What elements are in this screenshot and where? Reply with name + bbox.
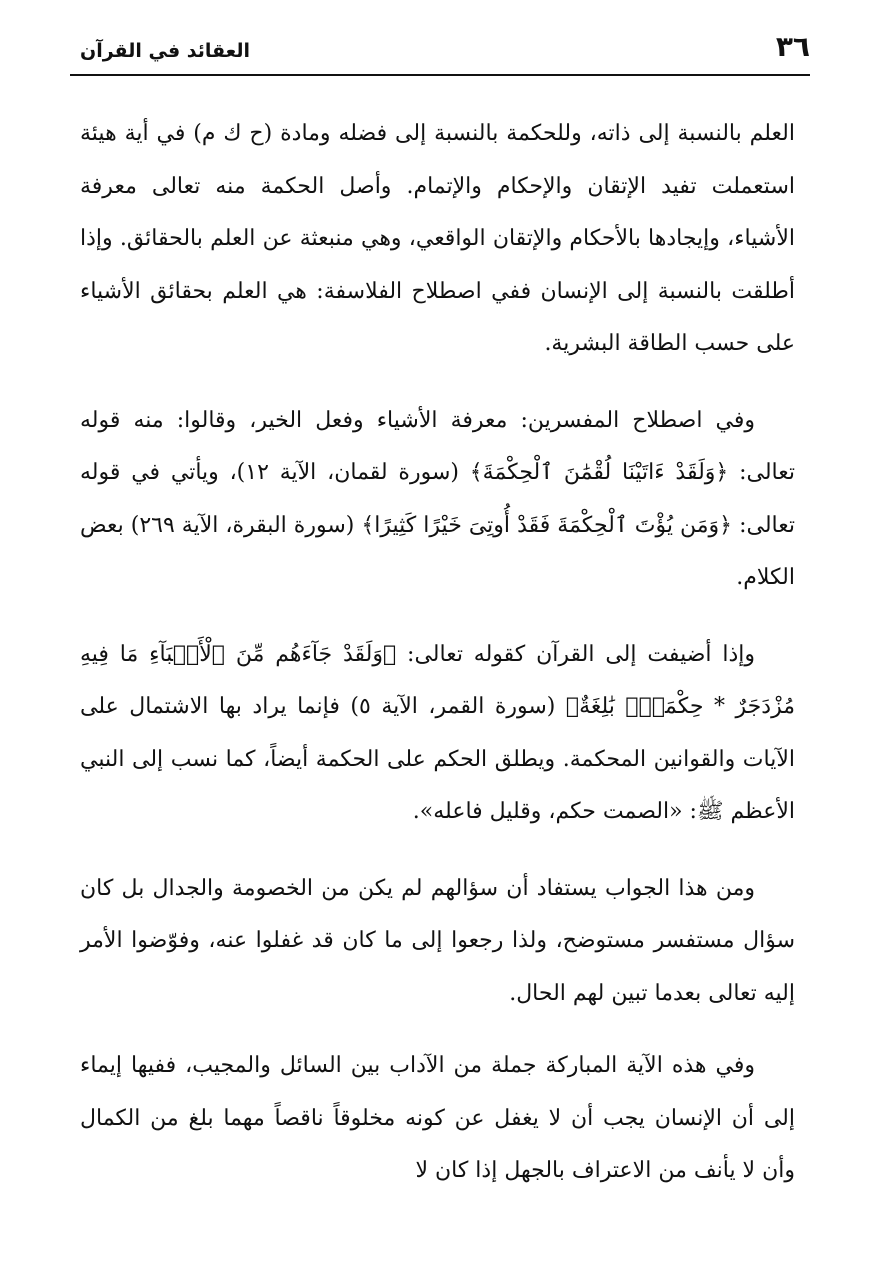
paragraph-1: العلم بالنسبة إلى ذاته، وللحكمة بالنسبة إلى فضله ومادة (ح ك م) في أية هيئة استعملت تفيد الإتقان والإحكام والإتمام. وأصل الحكمة منه تعالى معرفة الأشياء، وإيجادها بالأحكام والإتقان الواقعي، وهي منبعثة عن العلم بالحقائق. وإذا أطلقت بالنسبة إلى الإنسان ففي اصطلاح الفلاسفة: هي العلم بحقائق الأشياء على حسب الطاقة البشرية. [80, 121, 795, 356]
paragraph-5: وفي هذه الآية المباركة جملة من الآداب بين السائل والمجيب، ففيها إيماء إلى أن الإنسان يجب أن لا يغفل عن كونه مخلوقاً ناقصاً مهما بلغ من الكمال وأن لا يأنف من الاعتراف بالجهل إذا كان لا [80, 1053, 795, 1183]
running-header [70, 30, 810, 70]
book-title: العقائد في القرآن [80, 40, 251, 62]
page-number: ٣٦ [775, 30, 810, 63]
header-divider [70, 74, 810, 76]
paragraph-4: ومن هذا الجواب يستفاد أن سؤالهم لم يكن من الخصومة والجدال بل كان سؤال مستفسر مستوضح، ولذا رجعوا إلى ما كان قد غفلوا عنه، وفوّضوا الأمر إليه تعالى بعدما تبين لهم الحال. [80, 875, 795, 1006]
paragraph-3: وإذا أضيفت إلى القرآن كقوله تعالى: ﴿وَلَقَدْ جَآءَهُم مِّنَ ٱلْأَنۢبَآءِ مَا فِيهِ مُزْدَجَرٌ * حِكْمَةٌۢ بَٰلِغَةٌ﴾ (سورة القمر، الآية ٥) فإنما يراد بها الاشتمال على الآيات والقوانين المحكمة. ويطلق الحكم على الحكمة أيضاً، كما نسب إلى النبي الأعظم ﷺ: «الصمت حكم، وقليل فاعله». [80, 641, 795, 824]
body-text [80, 108, 795, 1222]
paragraph-2: وفي اصطلاح المفسرين: معرفة الأشياء وفعل الخير، وقالوا: منه قوله تعالى: ﴿وَلَقَدْ ءَاتَيْنَا لُقْمَٰنَ ٱلْحِكْمَةَ﴾ (سورة لقمان، الآية ١٢)، ويأتي في قوله تعالى: ﴿وَمَن يُؤْتَ ٱلْحِكْمَةَ فَقَدْ أُوتِىَ خَيْرًا كَثِيرًا﴾ (سورة البقرة، الآية ٢٦٩) بعض الكلام. [80, 407, 796, 590]
